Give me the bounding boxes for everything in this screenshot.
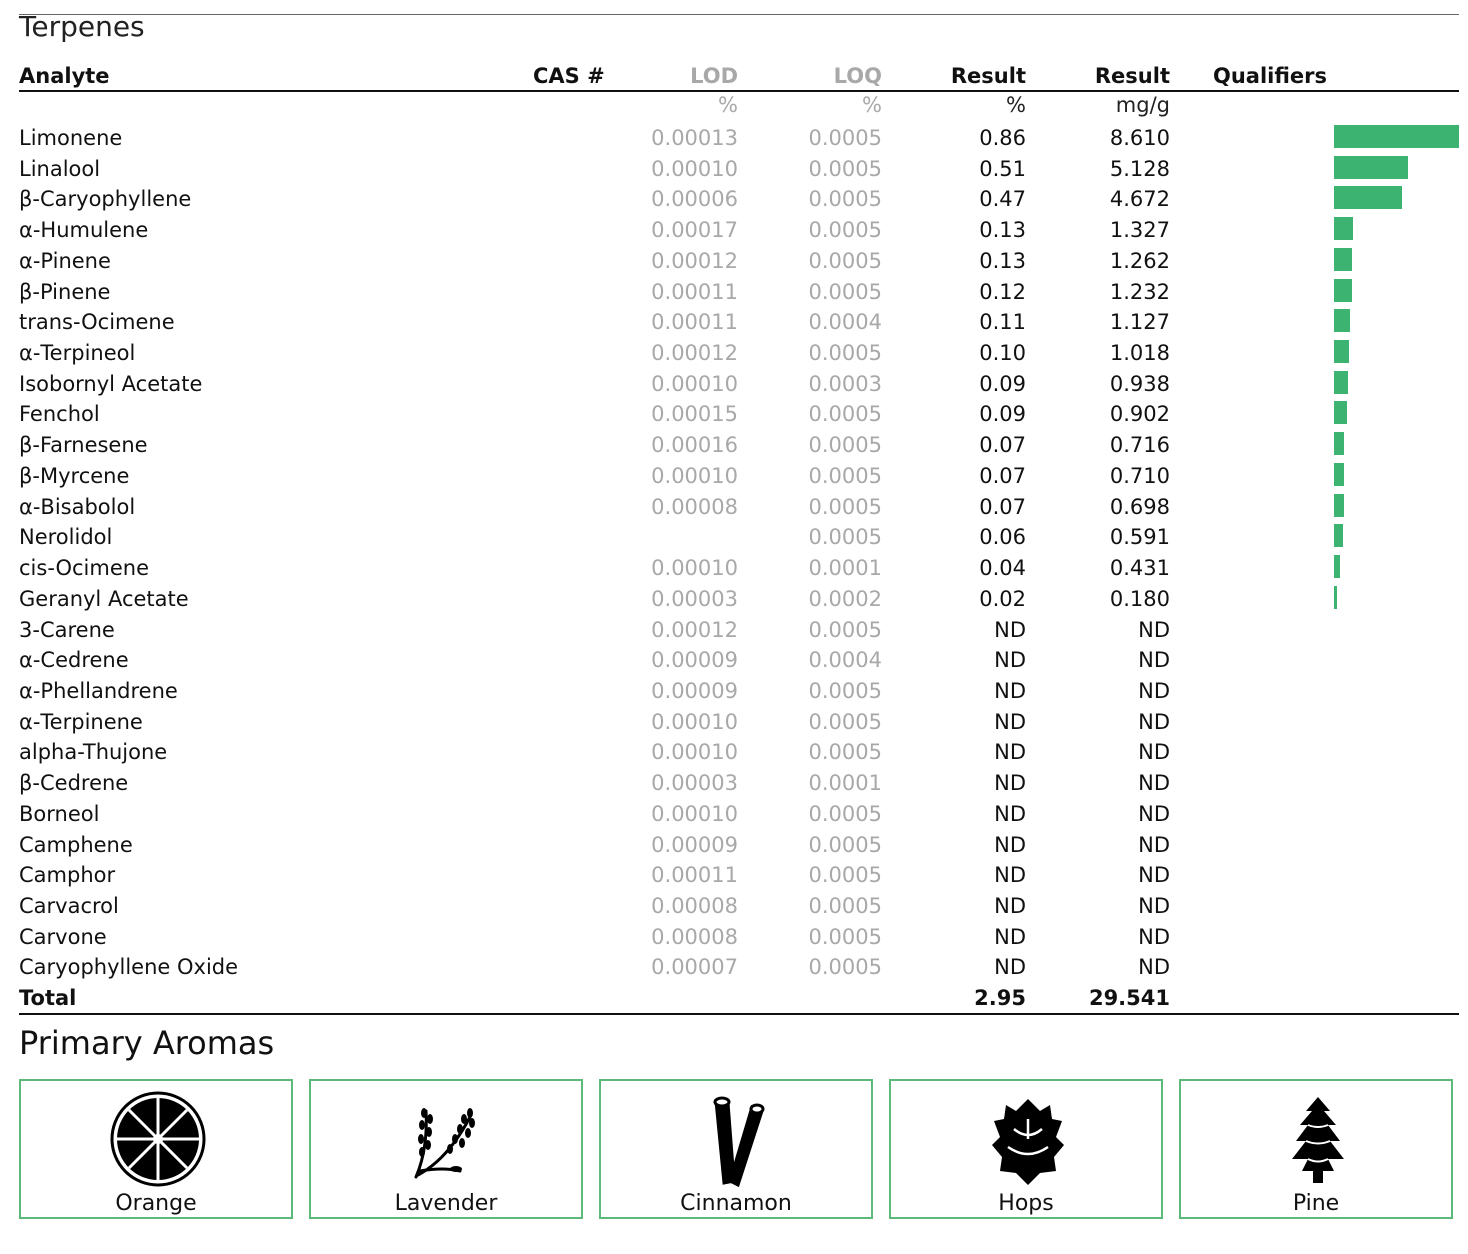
lod-value: 0.00010 (651, 740, 738, 765)
result-mg-value: ND (1138, 801, 1170, 826)
result-bar (1334, 125, 1459, 148)
analyte-name: α-Pinene (19, 248, 111, 273)
result-mg-value: ND (1138, 832, 1170, 857)
loq-value: 0.0005 (808, 894, 882, 918)
loq-value: 0.0005 (808, 248, 882, 273)
loq-value: 0.0004 (808, 310, 882, 335)
result-mg-value: ND (1138, 740, 1170, 765)
result-pct-value: 0.09 (979, 402, 1026, 427)
result-mg-value: 8.610 (1109, 126, 1170, 150)
loq-value: 0.0003 (808, 371, 882, 396)
hops-icon (978, 1089, 1078, 1189)
loq-value: 0.0005 (808, 709, 882, 734)
loq-value: 0.0005 (808, 801, 882, 826)
table-row (0, 277, 1468, 308)
result-pct-value: 0.09 (979, 371, 1026, 396)
result-mg-value: 5.128 (1109, 156, 1170, 181)
analyte-name: Camphor (19, 863, 116, 888)
analyte-name: cis-Ocimene (19, 556, 149, 581)
aroma-card-orange (19, 1079, 293, 1219)
result-mg-value: 1.232 (1109, 279, 1170, 304)
result-pct-value: ND (994, 709, 1026, 734)
loq-value: 0.0005 (808, 156, 882, 181)
lod-value: 0.00008 (651, 494, 738, 519)
result-mg-value: ND (1138, 709, 1170, 734)
result-mg-value: 0.591 (1109, 525, 1170, 550)
result-pct-value: ND (994, 801, 1026, 826)
loq-value: 0.0005 (808, 832, 882, 857)
lod-value: 0.00010 (651, 709, 738, 734)
result-bar (1334, 186, 1402, 209)
lod-value: 0.00011 (651, 279, 738, 304)
result-mg-value: ND (1138, 678, 1170, 703)
table-row (0, 952, 1468, 983)
result-pct-value: ND (994, 955, 1026, 980)
lod-value: 0.00010 (651, 556, 738, 581)
table-row (0, 123, 1468, 154)
table-row (0, 860, 1468, 891)
analyte-name: α-Terpinene (19, 709, 143, 734)
lod-value: 0.00010 (651, 156, 738, 181)
result-pct-value: 0.06 (979, 525, 1026, 550)
loq-value: 0.0005 (808, 463, 882, 488)
lod-value: 0.00012 (651, 248, 738, 273)
lod-value: 0.00007 (651, 955, 738, 980)
result-pct-value: 0.07 (979, 433, 1026, 458)
result-mg-value: ND (1138, 863, 1170, 888)
lod-value: 0.00010 (651, 371, 738, 396)
result-mg-value: 1.127 (1109, 310, 1170, 335)
lod-value: 0.00011 (651, 310, 738, 335)
result-mg-value: 0.180 (1109, 586, 1170, 611)
analyte-name: β-Myrcene (19, 463, 130, 488)
aroma-card-pine (1179, 1079, 1453, 1219)
lod-value: 0.00009 (651, 832, 738, 857)
lod-value: 0.00016 (651, 433, 738, 458)
lod-value: 0.00013 (651, 126, 738, 150)
result-pct-value: 0.04 (979, 556, 1026, 581)
total-pct: 2.95 (974, 986, 1026, 1010)
loq-value: 0.0005 (808, 341, 882, 366)
result-pct-value: 0.10 (979, 341, 1026, 366)
loq-value: 0.0005 (808, 187, 882, 212)
result-pct-value: 0.47 (979, 187, 1026, 212)
result-mg-value: 4.672 (1109, 187, 1170, 212)
result-bar (1334, 156, 1408, 179)
cinnamon-icon (688, 1089, 788, 1189)
table-row (0, 799, 1468, 830)
table-row (0, 338, 1468, 369)
result-pct-value: ND (994, 771, 1026, 796)
lod-value: 0.00010 (651, 801, 738, 826)
total-row (0, 983, 1468, 1014)
result-mg-value: ND (1138, 924, 1170, 949)
analyte-name: Geranyl Acetate (19, 586, 189, 611)
result-pct-value: 0.86 (979, 126, 1026, 150)
table-row (0, 246, 1468, 277)
table-row (0, 369, 1468, 400)
aroma-card-cinnamon (599, 1079, 873, 1219)
analyte-name: β-Pinene (19, 279, 111, 304)
result-mg-value: 1.018 (1109, 341, 1170, 366)
aroma-label: Cinnamon (680, 1191, 792, 1216)
result-pct-value: ND (994, 648, 1026, 673)
lod-value: 0.00008 (651, 924, 738, 949)
result-pct-value: 0.11 (979, 310, 1026, 335)
loq-value: 0.0005 (808, 678, 882, 703)
table-row (0, 645, 1468, 676)
analyte-name: Fenchol (19, 402, 100, 427)
header-divider (19, 90, 1459, 92)
table-row (0, 154, 1468, 185)
table-row (0, 399, 1468, 430)
header-qualifiers: Qualifiers (1213, 64, 1328, 88)
table-row (0, 215, 1468, 246)
loq-value: 0.0002 (808, 586, 882, 611)
result-pct-value: 0.13 (979, 248, 1026, 273)
unit-result-mg: mg/g (1115, 93, 1170, 117)
header-cas: CAS # (533, 64, 605, 88)
table-row (0, 461, 1468, 492)
result-bar (1334, 371, 1348, 394)
analyte-name: α-Cedrene (19, 648, 129, 673)
header-lod: LOD (690, 64, 738, 88)
analyte-name: Carvone (19, 924, 107, 949)
result-pct-value: ND (994, 894, 1026, 918)
result-pct-value: ND (994, 863, 1026, 888)
result-bar (1334, 586, 1337, 609)
aroma-label: Lavender (394, 1191, 498, 1216)
result-mg-value: 1.262 (1109, 248, 1170, 273)
table-row (0, 707, 1468, 738)
result-mg-value: ND (1138, 894, 1170, 918)
lod-value: 0.00009 (651, 678, 738, 703)
lavender-icon (398, 1089, 498, 1189)
result-mg-value: 0.716 (1109, 433, 1170, 458)
loq-value: 0.0005 (808, 525, 882, 550)
orange-slice-icon (108, 1089, 208, 1189)
result-pct-value: 0.07 (979, 463, 1026, 488)
result-pct-value: ND (994, 740, 1026, 765)
table-row (0, 768, 1468, 799)
loq-value: 0.0004 (808, 648, 882, 673)
analyte-name: α-Terpineol (19, 341, 136, 366)
aroma-label: Hops (998, 1191, 1054, 1216)
table-row (0, 830, 1468, 861)
unit-result-pct: % (1006, 93, 1026, 117)
analyte-name: α-Humulene (19, 218, 149, 243)
lod-value: 0.00003 (651, 586, 738, 611)
result-pct-value: 0.13 (979, 218, 1026, 243)
lod-value: 0.00015 (651, 402, 738, 427)
analyte-name: Camphene (19, 832, 133, 857)
lod-value: 0.00010 (651, 463, 738, 488)
table-row (0, 307, 1468, 338)
aroma-card-lavender (309, 1079, 583, 1219)
analyte-name: alpha-Thujone (19, 740, 168, 765)
analyte-name: trans-Ocimene (19, 310, 175, 335)
result-bar (1334, 340, 1349, 363)
analyte-name: β-Cedrene (19, 771, 129, 796)
loq-value: 0.0005 (808, 955, 882, 980)
analyte-name: Nerolidol (19, 525, 113, 550)
result-bar (1334, 555, 1340, 578)
result-bar (1334, 432, 1344, 455)
header-loq: LOQ (833, 64, 882, 88)
header-result-pct: Result (950, 64, 1026, 88)
lod-value: 0.00003 (651, 771, 738, 796)
table-row (0, 492, 1468, 523)
result-pct-value: ND (994, 678, 1026, 703)
loq-value: 0.0005 (808, 433, 882, 458)
header-result-mg: Result (1094, 64, 1170, 88)
result-pct-value: 0.02 (979, 586, 1026, 611)
result-mg-value: 0.938 (1109, 371, 1170, 396)
table-row (0, 553, 1468, 584)
analyte-name: Carvacrol (19, 894, 119, 918)
table-row (0, 737, 1468, 768)
table-row (0, 584, 1468, 615)
result-mg-value: 0.698 (1109, 494, 1170, 519)
header-analyte: Analyte (19, 64, 110, 88)
table-row (0, 615, 1468, 646)
result-mg-value: ND (1138, 955, 1170, 980)
table-row (0, 891, 1468, 922)
result-pct-value: ND (994, 832, 1026, 857)
result-pct-value: ND (994, 924, 1026, 949)
result-mg-value: ND (1138, 648, 1170, 673)
loq-value: 0.0005 (808, 402, 882, 427)
analyte-name: Isobornyl Acetate (19, 371, 203, 396)
result-bar (1334, 494, 1344, 517)
section-title: Terpenes (19, 10, 145, 43)
unit-lod: % (718, 93, 738, 117)
unit-loq: % (862, 93, 882, 117)
loq-value: 0.0005 (808, 494, 882, 519)
loq-value: 0.0005 (808, 924, 882, 949)
result-mg-value: ND (1138, 617, 1170, 642)
result-bar (1334, 463, 1344, 486)
pine-tree-icon (1268, 1089, 1368, 1189)
table-row (0, 676, 1468, 707)
result-pct-value: 0.51 (979, 156, 1026, 181)
table-row (0, 922, 1468, 953)
result-bar (1334, 524, 1343, 547)
result-bar (1334, 401, 1347, 424)
aroma-label: Pine (1292, 1191, 1340, 1216)
table-bottom-divider (19, 1013, 1459, 1015)
lod-value: 0.00009 (651, 648, 738, 673)
loq-value: 0.0001 (808, 771, 882, 796)
loq-value: 0.0005 (808, 279, 882, 304)
lod-value: 0.00011 (651, 863, 738, 888)
lod-value: 0.00017 (651, 218, 738, 243)
analyte-name: Caryophyllene Oxide (19, 955, 239, 980)
top-divider (19, 14, 1459, 15)
total-mg: 29.541 (1088, 986, 1170, 1010)
loq-value: 0.0005 (808, 863, 882, 888)
analyte-name: 3-Carene (19, 617, 115, 642)
result-mg-value: 1.327 (1109, 218, 1170, 243)
table-row (0, 430, 1468, 461)
result-bar (1334, 217, 1353, 240)
loq-value: 0.0005 (808, 740, 882, 765)
analyte-name: Borneol (19, 801, 100, 826)
total-label: Total (19, 986, 77, 1010)
result-mg-value: 0.710 (1109, 463, 1170, 488)
result-bar (1334, 279, 1352, 302)
loq-value: 0.0001 (808, 556, 882, 581)
aromas-title: Primary Aromas (19, 1024, 275, 1062)
result-pct-value: 0.07 (979, 494, 1026, 519)
result-bar (1334, 248, 1352, 271)
analyte-name: α-Bisabolol (19, 494, 136, 519)
lod-value: 0.00012 (651, 617, 738, 642)
table-row (0, 184, 1468, 215)
lod-value: 0.00012 (651, 341, 738, 366)
table-row (0, 522, 1468, 553)
result-mg-value: 0.902 (1109, 402, 1170, 427)
loq-value: 0.0005 (808, 218, 882, 243)
analyte-name: Linalool (19, 156, 101, 181)
analyte-name: α-Phellandrene (19, 678, 178, 703)
lod-value: 0.00008 (651, 894, 738, 918)
result-bar (1334, 309, 1350, 332)
loq-value: 0.0005 (808, 126, 882, 150)
analyte-name: Limonene (19, 126, 123, 150)
analyte-name: β-Farnesene (19, 433, 148, 458)
lod-value: 0.00006 (651, 187, 738, 212)
result-pct-value: 0.12 (979, 279, 1026, 304)
result-mg-value: 0.431 (1109, 556, 1170, 581)
result-pct-value: ND (994, 617, 1026, 642)
analyte-name: β-Caryophyllene (19, 187, 192, 212)
aroma-label: Orange (115, 1191, 197, 1216)
result-mg-value: ND (1138, 771, 1170, 796)
aroma-card-hops (889, 1079, 1163, 1219)
loq-value: 0.0005 (808, 617, 882, 642)
